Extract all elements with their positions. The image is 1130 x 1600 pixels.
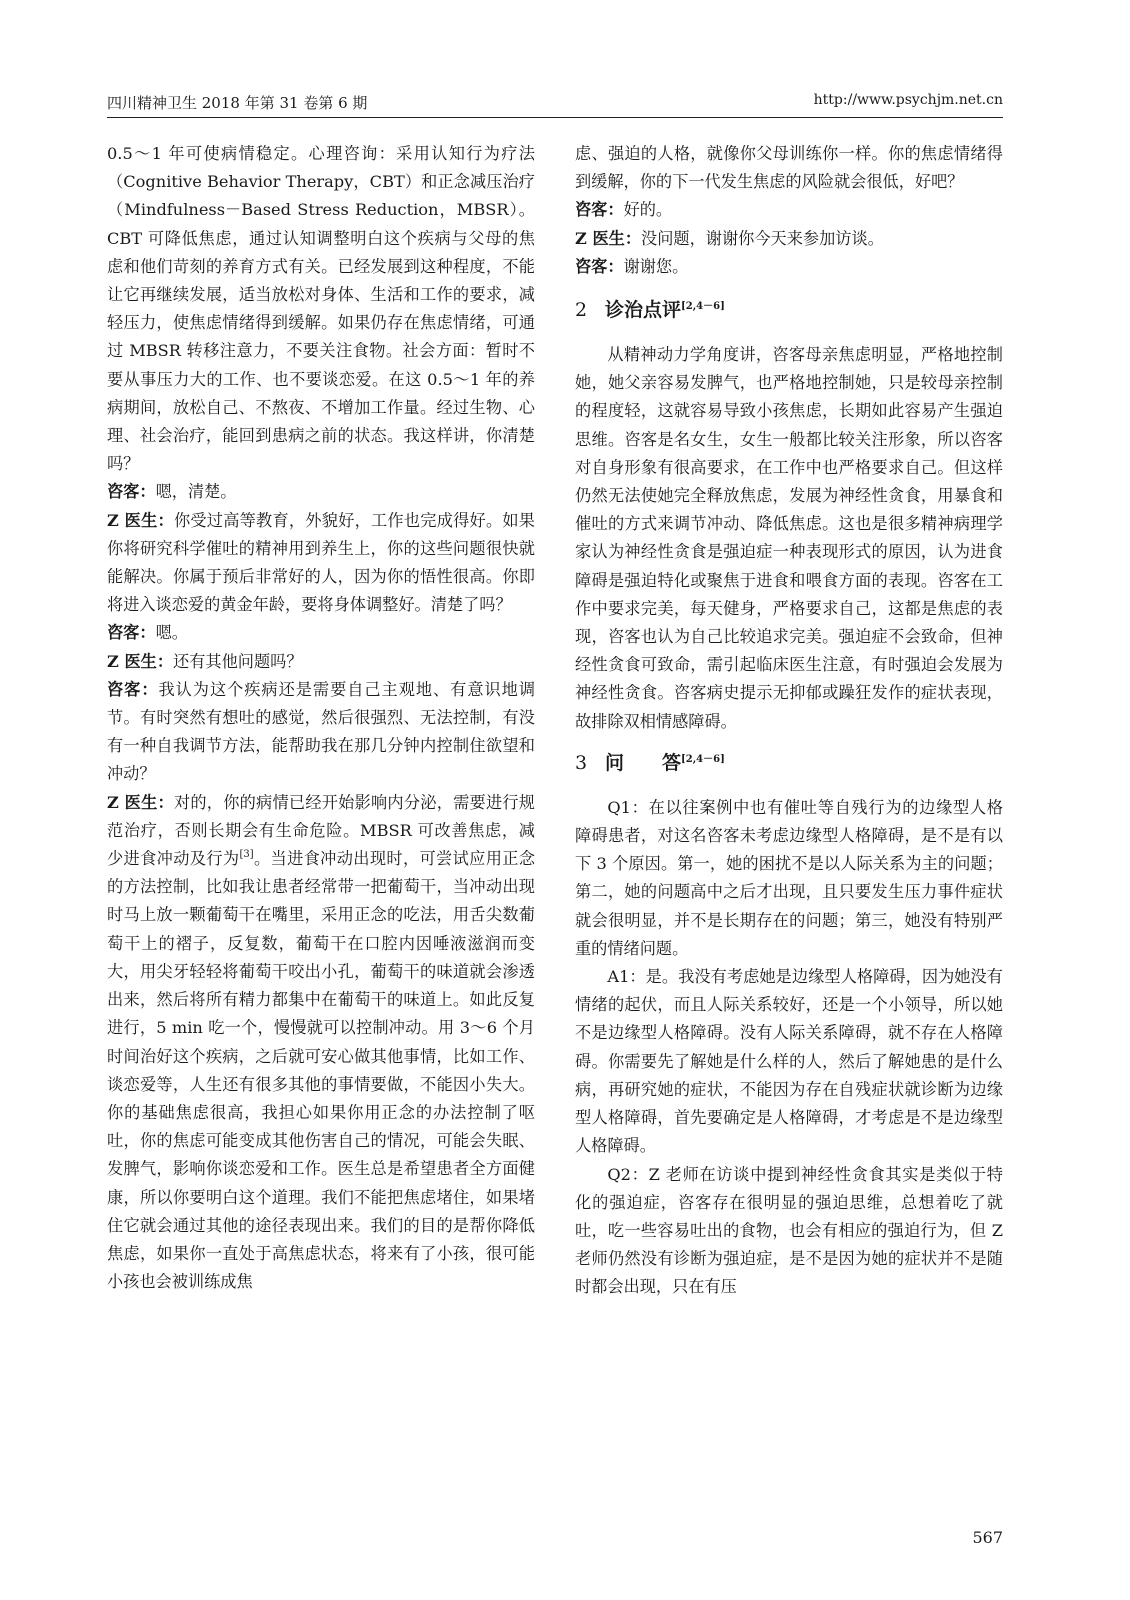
dialogue-line — [107, 789, 535, 1297]
speaker-label: Z 医生： — [107, 651, 174, 671]
dialogue-text: 没问题，谢谢你今天来参加访谈。 — [641, 228, 884, 248]
dialogue-line — [575, 253, 1003, 281]
citation: [2,4－6] — [681, 301, 725, 313]
journal-url: http://www.psychjm.net.cn — [813, 92, 1003, 108]
speaker-label: 咨客： — [107, 679, 159, 699]
section-number: 3 — [575, 751, 588, 774]
paragraph: 从精神动力学角度讲，咨客母亲焦虑明显，严格地控制她，她父亲容易发脾气，也严格地控制她，只是较母亲控制的程度轻，这就容易导致小孩焦虑，长期如此容易产生强迫思维。咨客是名女生，女生一般都比较关注形象，所以咨客对自身形象有很高要求，在工作中也严格要求自己。但这样仍然无法使她完全释放焦虑，发展为神经性贪食，用暴食和催吐的方式来调节冲动、降低焦虑。这也是很多精神病理学家认为神经性贪食是强迫症一种表现形式的原因，认为进食障碍是强迫特化或聚焦于进食和喂食方面的表现。咨客在工作中要求完美，每天健身，严格要求自己，这都是焦虑的表现，咨客也认为自己比较追求完美。强迫症不会致命，但神经性贪食可致命，需引起临床医生注意，有时强迫会发展为神经性贪食。咨客病史提示无抑郁或躁狂发作的症状表现，故排除双相情感障碍。 — [575, 345, 1003, 731]
dialogue-line — [107, 648, 535, 676]
question-paragraph: Q2：Z 老师在访谈中提到神经性贪食其实是类似于特化的强迫症，咨客存在很明显的强迫思维，总想着吃了就吐，吃一些容易吐出的食物，也会有相应的强迫行为，但 Z 老师仍然没有诊断为强迫症，是不是因为她的症状并不是随时都会出现，只在有压 — [575, 1164, 1003, 1297]
dialogue-text: 嗯，清楚。 — [155, 482, 237, 502]
question-paragraph: Q1：在以往案例中也有催吐等自残行为的边缘型人格障碍患者，对这名咨客未考虑边缘型人格障碍，是不是有以下 3 个原因。第一，她的困扰不是以人际关系为主的问题；第二，她的问题高中之后才出现，且只要发生压力事件症状就会很明显，并不是长期存在的问题；第三，她没有特别严重的情绪问题。 — [575, 797, 1003, 958]
running-header — [107, 92, 1003, 114]
dialogue-line — [107, 478, 535, 506]
speaker-label: 咨客： — [107, 482, 156, 502]
section-heading — [575, 748, 1003, 778]
dialogue-line — [107, 676, 535, 789]
section-heading — [575, 295, 1003, 325]
answer-paragraph: A1：是。我没有考虑她是边缘型人格障碍，因为她没有情绪的起伏，而且人际关系较好，还是一个小领导，所以她不是边缘型人格障碍。没有人际关系障碍，就不存在人格障碍。你需要先了解她是什么样的人，然后了解她患的是什么病，再研究她的症状，不能因为存在自残症状就诊断为边缘型人格障碍，首先要确定是人格障碍，才考虑是不是边缘型人格障碍。 — [575, 967, 1003, 1156]
dialogue-line — [575, 196, 1003, 224]
journal-header: 四川精神卫生 2018 年第 31 卷第 6 期 — [107, 94, 368, 112]
dialogue-text: 我认为这个疾病还是需要自己主观地、有意识地调节。有时突然有想吐的感觉，然后很强烈、无法控制，有没有一种自我调节方法，能帮助我在那几分钟内控制住欲望和冲动？ — [107, 679, 536, 784]
dialogue-text: 还有其他问题吗？ — [173, 651, 303, 671]
header-divider — [107, 117, 1003, 118]
dialogue-text: 谢谢您。 — [623, 256, 689, 276]
citation: [3] — [239, 849, 254, 861]
speaker-label: 咨客： — [575, 256, 624, 276]
citation: [2,4－6] — [681, 753, 725, 765]
right-column — [575, 140, 1003, 1302]
dialogue-line: 虑、强迫的人格，就像你父母训练你一样。你的焦虑情绪得到缓解，你的下一代发生焦虑的风险就会很低，好吧？ — [575, 144, 1003, 192]
section-title: 诊治点评 — [605, 299, 682, 322]
speaker-label: Z 医生： — [575, 228, 642, 248]
speaker-label: 咨客： — [575, 200, 624, 220]
speaker-label: Z 医生： — [107, 510, 174, 530]
dialogue-line — [107, 507, 535, 620]
speaker-label: Z 医生： — [107, 792, 174, 812]
left-column — [107, 140, 535, 1296]
dialogue-text: 。当进食冲动出现时，可尝试应用正念的方法控制，比如我让患者经常带一把葡萄干，当冲动出现时马上放一颗葡萄干在嘴里，采用正念的吃法，用舌尖数葡萄干上的褶子，反复数，葡萄干在口腔内因唾液滋润而变大，用尖牙轻轻将葡萄干咬出小孔，葡萄干的味道就会渗透出来，然后将所有精力都集中在葡萄干的味道上。如此反复进行，5 min 吃一个，慢慢就可以控制冲动。用 3～6 个月时间治好这个疾病，之后就可安心做其他事情，比如工作、谈恋爱等，人生还有很多其他的事情要做，不能因小失大。你的基础焦虑很高，我担心如果你用正念的办法控制了呕吐，你的焦虑可能变成其他伤害自己的情况，可能会失眠、发脾气，影响你谈恋爱和工作。医生总是希望患者全方面健康，所以你要明白这个道理。我们不能把焦虑堵住，如果堵住它就会通过其他的途径表现出来。我们的目的是帮你降低焦虑，如果你一直处于高焦虑状态，将来有了小孩，很可能小孩也会被训练成焦 — [107, 849, 536, 1292]
dialogue-text: 你受过高等教育，外貌好，工作也完成得好。如果你将研究科学催吐的精神用到养生上，你的这些问题很快就能解决。你属于预后非常好的人，因为你的悟性很高。你即将进入谈恋爱的黄金年龄，要将身体调整好。清楚了吗？ — [107, 510, 535, 615]
dialogue-text: 嗯。 — [155, 623, 188, 643]
dialogue-line — [575, 225, 1003, 253]
page-number: 567 — [972, 1528, 1003, 1547]
dialogue-line — [107, 619, 535, 647]
section-number: 2 — [575, 299, 588, 322]
dialogue-text: 好的。 — [623, 200, 673, 220]
paragraph: 0.5～1 年可使病情稳定。心理咨询：采用认知行为疗法（Cognitive Behavior Therapy，CBT）和正念减压治疗（Mindfulness－Based Stress Reduction，MBSR）。CBT 可降低焦虑，通过认知调整明白这个疾病与父母的焦虑和他们苛刻的养育方式有关。已经发展到这种程度，不能让它再继续发展，适当放松对身体、生活和工作的要求，减轻压力，使焦虑情绪得到缓解。如果仍存在焦虑情绪，可通过 MBSR 转移注意力，不要关注食物。社会方面：暂时不要从事压力大的工作、也不要谈恋爱。在这 0.5～1 年的养病期间，放松自己、不熬夜、不增加工作量。经过生物、心理、社会治疗，能回到患病之前的状态。我这样讲，你清楚吗？ — [107, 144, 535, 474]
section-title: 问 答 — [605, 751, 682, 774]
dialogue-text: 对的，你的病情已经开始影响内分泌，需要进行规范治疗，否则长期会有生命危险。MBSR 可改善焦虑，减少进食冲动及行为 — [107, 792, 535, 869]
speaker-label: 咨客： — [107, 623, 156, 643]
